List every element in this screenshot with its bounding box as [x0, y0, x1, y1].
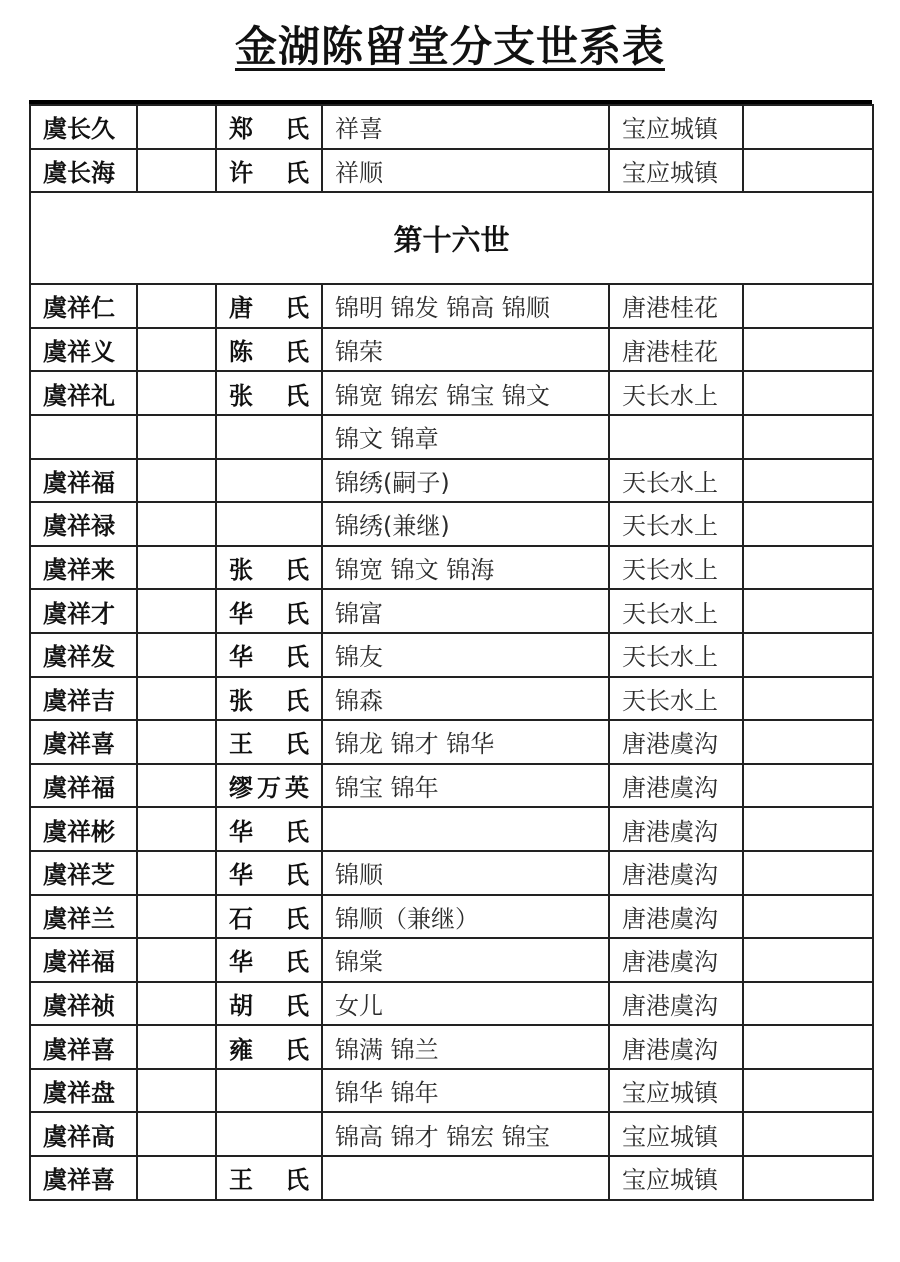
- note-cell: [743, 371, 873, 415]
- blank-cell: [137, 371, 216, 415]
- spouse-cell: 王 氏: [216, 720, 322, 764]
- location-cell: 宝应城镇: [609, 149, 743, 193]
- note-cell: [743, 1069, 873, 1113]
- children-cell: 锦顺: [322, 851, 609, 895]
- note-cell: [743, 149, 873, 193]
- blank-cell: [137, 677, 216, 721]
- children-cell: 锦文 锦章: [322, 415, 609, 459]
- table-row: [30, 895, 873, 939]
- person-name-cell: 虞祥喜: [30, 1156, 137, 1200]
- children-cell: 锦绣(兼继): [322, 502, 609, 546]
- children-cell: [322, 807, 609, 851]
- blank-cell: [137, 1025, 216, 1069]
- children-cell: 锦友: [322, 633, 609, 677]
- location-cell: 天长水上: [609, 502, 743, 546]
- note-cell: [743, 589, 873, 633]
- person-name-cell: 虞祥禄: [30, 502, 137, 546]
- spouse-cell: 唐 氏: [216, 284, 322, 328]
- blank-cell: [137, 284, 216, 328]
- children-cell: 锦满 锦兰: [322, 1025, 609, 1069]
- blank-cell: [137, 149, 216, 193]
- table-row: [30, 284, 873, 328]
- table-row: [30, 982, 873, 1026]
- location-cell: 唐港虞沟: [609, 982, 743, 1026]
- generation-header-row: [30, 192, 873, 284]
- note-cell: [743, 328, 873, 372]
- location-cell: [609, 415, 743, 459]
- children-cell: [322, 1156, 609, 1200]
- children-cell: 锦顺（兼继）: [322, 895, 609, 939]
- location-cell: 唐港桂花: [609, 328, 743, 372]
- person-name-cell: 虞祥仁: [30, 284, 137, 328]
- genealogy-table-container: [29, 100, 872, 1201]
- spouse-cell: 华 氏: [216, 938, 322, 982]
- genealogy-table: [29, 104, 874, 1201]
- children-cell: 锦森: [322, 677, 609, 721]
- spouse-cell: [216, 502, 322, 546]
- note-cell: [743, 633, 873, 677]
- table-row: [30, 371, 873, 415]
- location-cell: 宝应城镇: [609, 1156, 743, 1200]
- location-cell: 天长水上: [609, 459, 743, 503]
- table-row: [30, 764, 873, 808]
- spouse-cell: 华 氏: [216, 807, 322, 851]
- note-cell: [743, 764, 873, 808]
- children-cell: 锦明 锦发 锦高 锦顺: [322, 284, 609, 328]
- generation-label: 第十六世: [30, 192, 873, 284]
- table-row: [30, 149, 873, 193]
- children-cell: 锦荣: [322, 328, 609, 372]
- children-cell: 锦高 锦才 锦宏 锦宝: [322, 1112, 609, 1156]
- person-name-cell: 虞祥盘: [30, 1069, 137, 1113]
- location-cell: 宝应城镇: [609, 1069, 743, 1113]
- person-name-cell: 虞祥喜: [30, 1025, 137, 1069]
- children-cell: 锦富: [322, 589, 609, 633]
- note-cell: [743, 851, 873, 895]
- person-name-cell: 虞祥福: [30, 459, 137, 503]
- blank-cell: [137, 851, 216, 895]
- blank-cell: [137, 1156, 216, 1200]
- location-cell: 唐港虞沟: [609, 895, 743, 939]
- blank-cell: [137, 1112, 216, 1156]
- table-body: [30, 105, 873, 1200]
- spouse-cell: 张 氏: [216, 677, 322, 721]
- note-cell: [743, 982, 873, 1026]
- person-name-cell: 虞祥吉: [30, 677, 137, 721]
- spouse-cell: 许 氏: [216, 149, 322, 193]
- table-row: [30, 1156, 873, 1200]
- page-title: 金湖陈留堂分支世系表: [234, 22, 665, 71]
- spouse-cell: 石 氏: [216, 895, 322, 939]
- location-cell: 天长水上: [609, 371, 743, 415]
- blank-cell: [137, 764, 216, 808]
- note-cell: [743, 1025, 873, 1069]
- spouse-cell: [216, 1112, 322, 1156]
- spouse-cell: 缪万英: [216, 764, 322, 808]
- table-row: [30, 502, 873, 546]
- location-cell: 唐港虞沟: [609, 1025, 743, 1069]
- table-row: [30, 938, 873, 982]
- table-row: [30, 546, 873, 590]
- note-cell: [743, 459, 873, 503]
- table-row: [30, 677, 873, 721]
- location-cell: 宝应城镇: [609, 1112, 743, 1156]
- person-name-cell: 虞祥祯: [30, 982, 137, 1026]
- spouse-cell: 张 氏: [216, 546, 322, 590]
- spouse-cell: [216, 1069, 322, 1113]
- note-cell: [743, 895, 873, 939]
- table-row: [30, 807, 873, 851]
- note-cell: [743, 720, 873, 764]
- spouse-cell: 郑 氏: [216, 105, 322, 149]
- person-name-cell: 虞祥高: [30, 1112, 137, 1156]
- children-cell: 锦棠: [322, 938, 609, 982]
- table-row: [30, 1112, 873, 1156]
- person-name-cell: 虞祥义: [30, 328, 137, 372]
- blank-cell: [137, 807, 216, 851]
- blank-cell: [137, 328, 216, 372]
- note-cell: [743, 1156, 873, 1200]
- location-cell: 天长水上: [609, 633, 743, 677]
- blank-cell: [137, 589, 216, 633]
- location-cell: 唐港桂花: [609, 284, 743, 328]
- spouse-cell: 张 氏: [216, 371, 322, 415]
- blank-cell: [137, 1069, 216, 1113]
- blank-cell: [137, 982, 216, 1026]
- table-row: [30, 633, 873, 677]
- person-name-cell: 虞长久: [30, 105, 137, 149]
- spouse-cell: 华 氏: [216, 633, 322, 677]
- person-name-cell: 虞祥福: [30, 938, 137, 982]
- spouse-cell: 胡 氏: [216, 982, 322, 1026]
- location-cell: 唐港虞沟: [609, 720, 743, 764]
- blank-cell: [137, 938, 216, 982]
- table-row: [30, 589, 873, 633]
- person-name-cell: 虞祥来: [30, 546, 137, 590]
- blank-cell: [137, 105, 216, 149]
- children-cell: 锦龙 锦才 锦华: [322, 720, 609, 764]
- table-row: [30, 415, 873, 459]
- table-row: [30, 1069, 873, 1113]
- person-name-cell: 虞祥芝: [30, 851, 137, 895]
- location-cell: 天长水上: [609, 589, 743, 633]
- location-cell: 唐港虞沟: [609, 851, 743, 895]
- location-cell: 天长水上: [609, 677, 743, 721]
- table-row: [30, 851, 873, 895]
- note-cell: [743, 284, 873, 328]
- table-row: [30, 720, 873, 764]
- table-row: [30, 1025, 873, 1069]
- location-cell: 天长水上: [609, 546, 743, 590]
- person-name-cell: 虞祥才: [30, 589, 137, 633]
- person-name-cell: 虞祥礼: [30, 371, 137, 415]
- table-row: [30, 459, 873, 503]
- children-cell: 锦宽 锦文 锦海: [322, 546, 609, 590]
- person-name-cell: [30, 415, 137, 459]
- spouse-cell: [216, 415, 322, 459]
- person-name-cell: 虞祥兰: [30, 895, 137, 939]
- spouse-cell: 王 氏: [216, 1156, 322, 1200]
- blank-cell: [137, 720, 216, 764]
- location-cell: 唐港虞沟: [609, 807, 743, 851]
- blank-cell: [137, 459, 216, 503]
- table-row: [30, 105, 873, 149]
- children-cell: 锦绣(嗣子): [322, 459, 609, 503]
- children-cell: 锦华 锦年: [322, 1069, 609, 1113]
- location-cell: 唐港虞沟: [609, 938, 743, 982]
- blank-cell: [137, 502, 216, 546]
- location-cell: 唐港虞沟: [609, 764, 743, 808]
- blank-cell: [137, 415, 216, 459]
- spouse-cell: 华 氏: [216, 851, 322, 895]
- note-cell: [743, 807, 873, 851]
- note-cell: [743, 105, 873, 149]
- note-cell: [743, 546, 873, 590]
- note-cell: [743, 415, 873, 459]
- person-name-cell: 虞祥彬: [30, 807, 137, 851]
- children-cell: 女儿: [322, 982, 609, 1026]
- spouse-cell: 陈 氏: [216, 328, 322, 372]
- person-name-cell: 虞长海: [30, 149, 137, 193]
- location-cell: 宝应城镇: [609, 105, 743, 149]
- spouse-cell: 雍 氏: [216, 1025, 322, 1069]
- note-cell: [743, 502, 873, 546]
- children-cell: 锦宝 锦年: [322, 764, 609, 808]
- spouse-cell: 华 氏: [216, 589, 322, 633]
- table-row: [30, 328, 873, 372]
- children-cell: 锦宽 锦宏 锦宝 锦文: [322, 371, 609, 415]
- person-name-cell: 虞祥福: [30, 764, 137, 808]
- note-cell: [743, 677, 873, 721]
- person-name-cell: 虞祥发: [30, 633, 137, 677]
- blank-cell: [137, 895, 216, 939]
- note-cell: [743, 1112, 873, 1156]
- blank-cell: [137, 546, 216, 590]
- blank-cell: [137, 633, 216, 677]
- children-cell: 祥喜: [322, 105, 609, 149]
- spouse-cell: [216, 459, 322, 503]
- children-cell: 祥顺: [322, 149, 609, 193]
- note-cell: [743, 938, 873, 982]
- person-name-cell: 虞祥喜: [30, 720, 137, 764]
